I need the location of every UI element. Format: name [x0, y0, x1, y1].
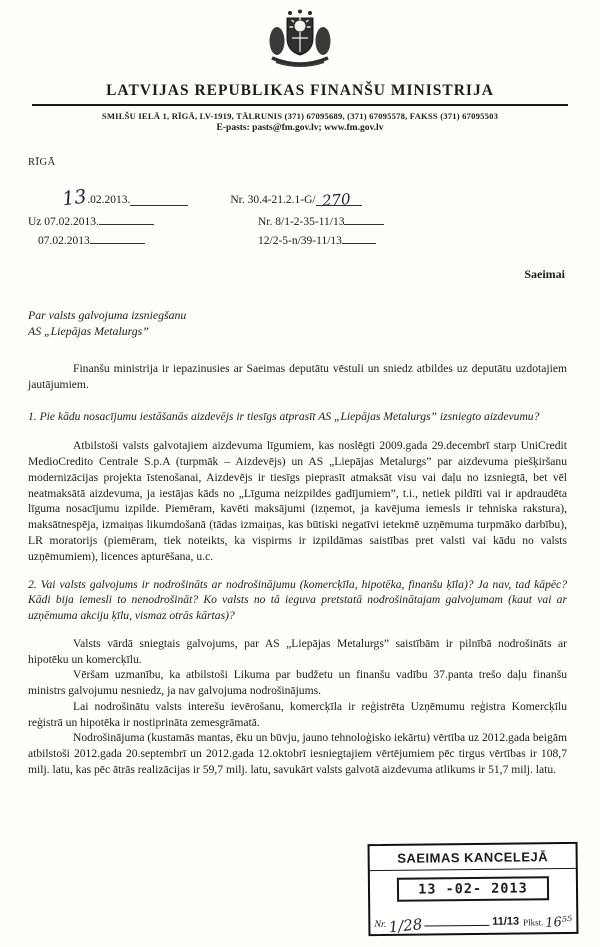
addressee: Saeimai: [524, 267, 565, 281]
ministry-address: SMILŠU IELĀ 1, RĪGĀ, LV-1919, TĀLRUNIS (371) 67095689, (371) 67095578, FAKSS (371) 67095503: [101, 111, 499, 121]
spacer: [0, 339, 600, 361]
stamp-underline: [424, 917, 489, 927]
answer-2-paragraph-3: Lai nodrošinātu valsts interešu ievērošanu, komercķīla ir reģistrēta Uzņēmumu reģistra Komercķīlu reģistrā un hipotēka ir nostiprināta zemesgrāmatā.: [28, 699, 567, 729]
latvia-coat-of-arms-icon: [266, 8, 334, 68]
reply-underline-2a: [90, 231, 145, 244]
question-1: 1. Pie kādu nosacījumu iestāšanās aizdevējs ir tiesīgs atprasīt AS „Liepājas Metalurgs” izsniegto aizdevumu?: [28, 409, 540, 423]
ministry-email: E-pasts: pasts@fm.gov.lv; www.fm.gov.lv: [216, 123, 384, 133]
question-2: 2. Vai valsts galvojums ir nodrošināts ar nodrošinājumu (komercķīla, hipotēka, finanšu ķīla)? Ja nav, tad kāpēc? Kādi bija iemesli to nenodrošināt? Ko valsts no tā ieguva pretstatā nodrošinātajam galvojumam (kaut vai ar uzņēmuma akciju ķīlu, vismaz otrās kārtas)?: [28, 577, 567, 623]
answer-2-paragraph-2: Vēršam uzmanību, ka atbilstoši Likuma par budžetu un finanšu vadību 37.panta trešo daļu finanšu ministrs galvojumu nesniedz, ja nav galvojuma nodrošinājums.: [28, 668, 567, 698]
spacer: [0, 624, 600, 636]
reply-number-1: Nr. 8/1-2-35-11/13: [258, 216, 345, 228]
ministry-title: LATVIJAS REPUBLIKAS FINANŠU MINISTRIJA: [106, 82, 494, 99]
handwritten-stamp-time: 16⁵⁵: [544, 914, 573, 932]
subject-line-2: AS „Liepājas Metalurgs”: [28, 323, 149, 338]
saeima-registry-stamp: [368, 842, 579, 936]
intro-paragraph: Finanšu ministrija ir iepazinusies ar Saeimas deputātu vēstuli un sniedz atbildes uz deputātu uzdotajiem jautājumiem.: [28, 362, 567, 391]
subject-block: [28, 308, 565, 339]
subject-line-1: Par valsts galvojuma izsniegšanu: [28, 308, 187, 322]
answer-1-paragraph: Atbilstoši valsts galvotajiem aizdevuma līgumiem, kas noslēgti 2009.gada 29.decembrī starp UniCredit MedioCredito Centrale S.p.A (turpmāk – Aizdevējs) un AS „Liepājas Metalurgs” par aizdevuma piešķiršanu modernizācijas projekta īstenošanai, Aizdevējs ir tiesīgs pieprasīt atmaksāt visu vai daļu no izsniegtā, bet vēl neatmaksātā aizdevuma, ja iestājas kāds no „Līguma neizpildes gadījumiem”, t.i., netiek pildīti vai ir apdraudēta līguma nosacījumu izpilde. Piemēram, kavēti maksājumi (izņemot, ja kavējuma iemesls ir tehniska rakstura), maksātnespēja, izmaiņas likumdošanā (tādas izmaiņas, kas būtiski negatīvi ietekmē uzņēmuma turpmāko darbību), LR moratorijs (piemēram, tiek noteikts, ka vispirms ir izpildāmas saistības pret valsti vai kādu no valsts uzņēmumiem), licences apturēšana, u.c.: [28, 439, 567, 563]
reply-ref-row-2: [0, 231, 600, 247]
city-label: RĪGĀ: [28, 157, 56, 168]
ref-number-label: Nr. 30.4-21.2.1-G/: [230, 194, 316, 206]
reply-date-2: 07.02.2013: [38, 235, 90, 247]
handwritten-day: 13: [61, 185, 88, 211]
reply-underline-1a: [99, 212, 154, 225]
stamp-time-label: Plkst.: [523, 917, 544, 928]
handwritten-stamp-number: 1/28: [387, 915, 424, 937]
stamp-nr-label: Nr.: [374, 918, 387, 931]
date-printed: .02.2013.: [87, 194, 131, 206]
answer-2-paragraph-1: Valsts vārdā sniegtais galvojums, par AS „Liepājas Metalurgs” saistībām ir pilnībā nodrošināts ar hipotēku un komercķīlu.: [28, 636, 567, 666]
date-ref-row: [0, 184, 600, 211]
stamp-bottom-row: [374, 912, 573, 937]
date-underline: [130, 193, 188, 206]
stamp-date: 13 -02- 2013: [397, 876, 549, 902]
reply-underline-1b: [344, 212, 384, 225]
ref-underline: [316, 190, 362, 210]
reply-ref-row-1: [0, 212, 600, 228]
answer-2-paragraph-4: Nodrošinājuma (kustamās mantas, ēku un būvju, jauno tehnoloģisko iekārtu) vērtība uz 2012.gada beigām atbilstoši 2012.gada 20.septembrī un 2012.gada 12.oktobrī iesniegtajiem vērtējumiem pēc tirgus vērtības ir 108,7 milj. latu, kas pēc ātrās realizācijas ir 59,7 milj. latu, savukārt valsts galvotā aizdevuma atlikums ir 51,7 milj. latu.: [28, 731, 567, 776]
stamp-number-suffix: 11/13: [492, 915, 520, 928]
reply-number-2: 12/2-5-n/39-11/13: [258, 235, 342, 247]
handwritten-ref-number: 270: [321, 190, 351, 210]
spacer: [0, 424, 600, 438]
header-rule: [32, 104, 568, 106]
coat-of-arms-container: [0, 0, 600, 68]
reply-underline-2b: [342, 231, 376, 244]
spacer: [0, 393, 600, 409]
reply-date-1: Uz 07.02.2013.: [28, 216, 99, 228]
stamp-title: SAEIMAS KANCELEJĀ: [370, 844, 576, 871]
spacer: [0, 565, 600, 577]
